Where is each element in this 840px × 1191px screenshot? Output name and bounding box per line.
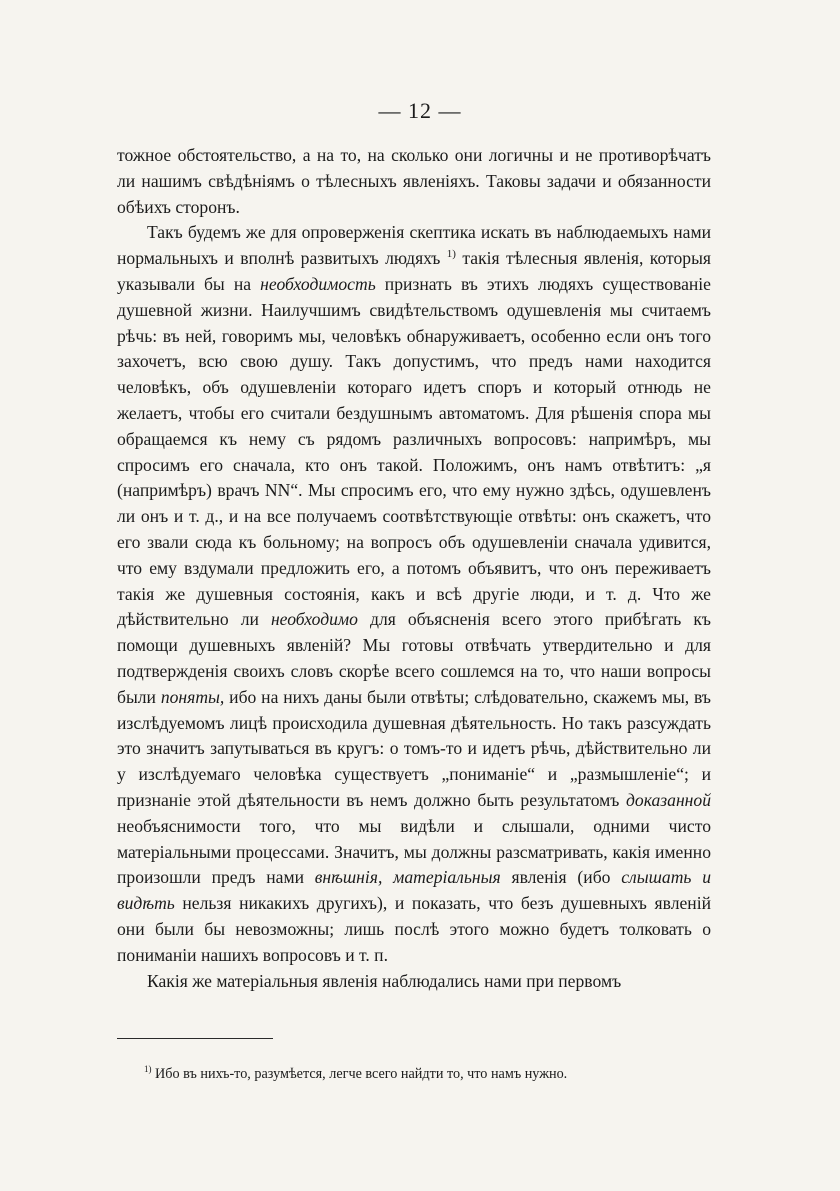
footnote-text: Ибо въ нихъ-то, разумѣется, легче всего найдти то, что намъ нужно. [151, 1066, 568, 1082]
text-segment: тожное обстоятельство, а на то, на сколько они логичны и не противорѣчатъ ли нашимъ свѣдѣніямъ о тѣлесныхъ явленіяхъ. Таковы задачи и обязанности обѣихъ сторонъ. [117, 145, 711, 217]
body-text [117, 143, 711, 994]
emphasis: доказанной [626, 789, 711, 810]
text-segment: такія тѣлесныя явленія, которыя указывали бы на [117, 248, 711, 294]
emphasis: необходимо [270, 609, 358, 630]
text-segment: ибо на нихъ даны были отвѣты; слѣдовательно, скажемъ мы, въ изслѣдуемомъ лицѣ происходила душевная дѣятельность. Но такъ разсуждать это значитъ запутываться въ кругъ: о томъ-то и идетъ рѣчь, дѣйствительно ли у изслѣдуемаго человѣка существуетъ „пониманіе“ и „размышленіе“; и признаніе этой дѣятельности въ немъ должно быть результатомъ [117, 686, 711, 810]
emphasis: поняты, [160, 686, 225, 707]
emphasis: необходимость [260, 273, 376, 294]
footnote-reference[interactable]: 1) [446, 248, 456, 261]
text-segment: нельзя никакихъ другихъ), и показать, что безъ душевныхъ явленій они были бы невозможны; лишь послѣ этого можно будетъ толковать о пониманіи нашихъ вопросовъ и т. п. [117, 893, 711, 965]
paragraph-3 [117, 969, 711, 995]
footnote-marker: 1) [144, 1064, 152, 1074]
text-segment: признать въ этихъ людяхъ существованіе душевной жизни. Наилучшимъ свидѣтельствомъ одушевленія мы считаемъ рѣчь: въ ней, говоримъ мы, человѣкъ обнаруживаетъ, особенно если онъ того захочетъ, всю свою душу. Такъ допустимъ, что предъ нами находится человѣкъ, объ одушевленіи котораго идетъ споръ и который отнюдь не желаетъ, чтобы его считали бездушнымъ автоматомъ. Для рѣшенія спора мы обращаемся къ нему съ рядомъ различныхъ вопросовъ: напримѣръ, мы спросимъ его сначала, кто онъ такой. Положимъ, онъ намъ отвѣтитъ: „я (напримѣръ) врачъ NN“. Мы спросимъ его, что ему нужно здѣсь, одушевленъ ли онъ и т. д., и на все получаемъ соотвѣтствующіе отвѣты: онъ скажетъ, что его звали сюда къ больному; на вопросъ объ одушевленіи сначала удивится, что ему вздумали предложить его, а потомъ объявитъ, что онъ переживаетъ такія же душевныя состоянія, какъ и всѣ другіе люди, и т. д. Что же дѣйствительно ли [117, 273, 711, 630]
text-segment: явленія (ибо [500, 867, 622, 888]
text-segment: Какія же матеріальныя явленія наблюдались нами при первомъ [147, 970, 622, 991]
paragraph-2 [117, 220, 711, 968]
page-number: — 12 — [378, 98, 462, 123]
footnote [144, 1064, 704, 1084]
text-segment: Такъ будемъ же для опроверженія скептика искать въ наблюдаемыхъ нами нормальныхъ и вполнѣ развитыхъ людяхъ [117, 222, 711, 269]
emphasis: слышать и видѣть [117, 867, 712, 914]
text-segment: необъяснимости того, что мы видѣли и слышали, одними чисто матеріальными процессами. Значитъ, мы должны разсматривать, какія именно произошли предъ нами [117, 815, 711, 888]
text-segment: для объясненія всего этого прибѣгать къ помощи душевныхъ явленій? Мы готовы отвѣчать утвердительно и для подтвержденія своихъ словъ скорѣе всего сошлемся на то, что наши вопросы были [117, 609, 711, 707]
emphasis: внѣшнія, матеріальныя [314, 867, 501, 888]
footnote-divider [117, 1038, 273, 1039]
paragraph-1 [117, 143, 711, 220]
